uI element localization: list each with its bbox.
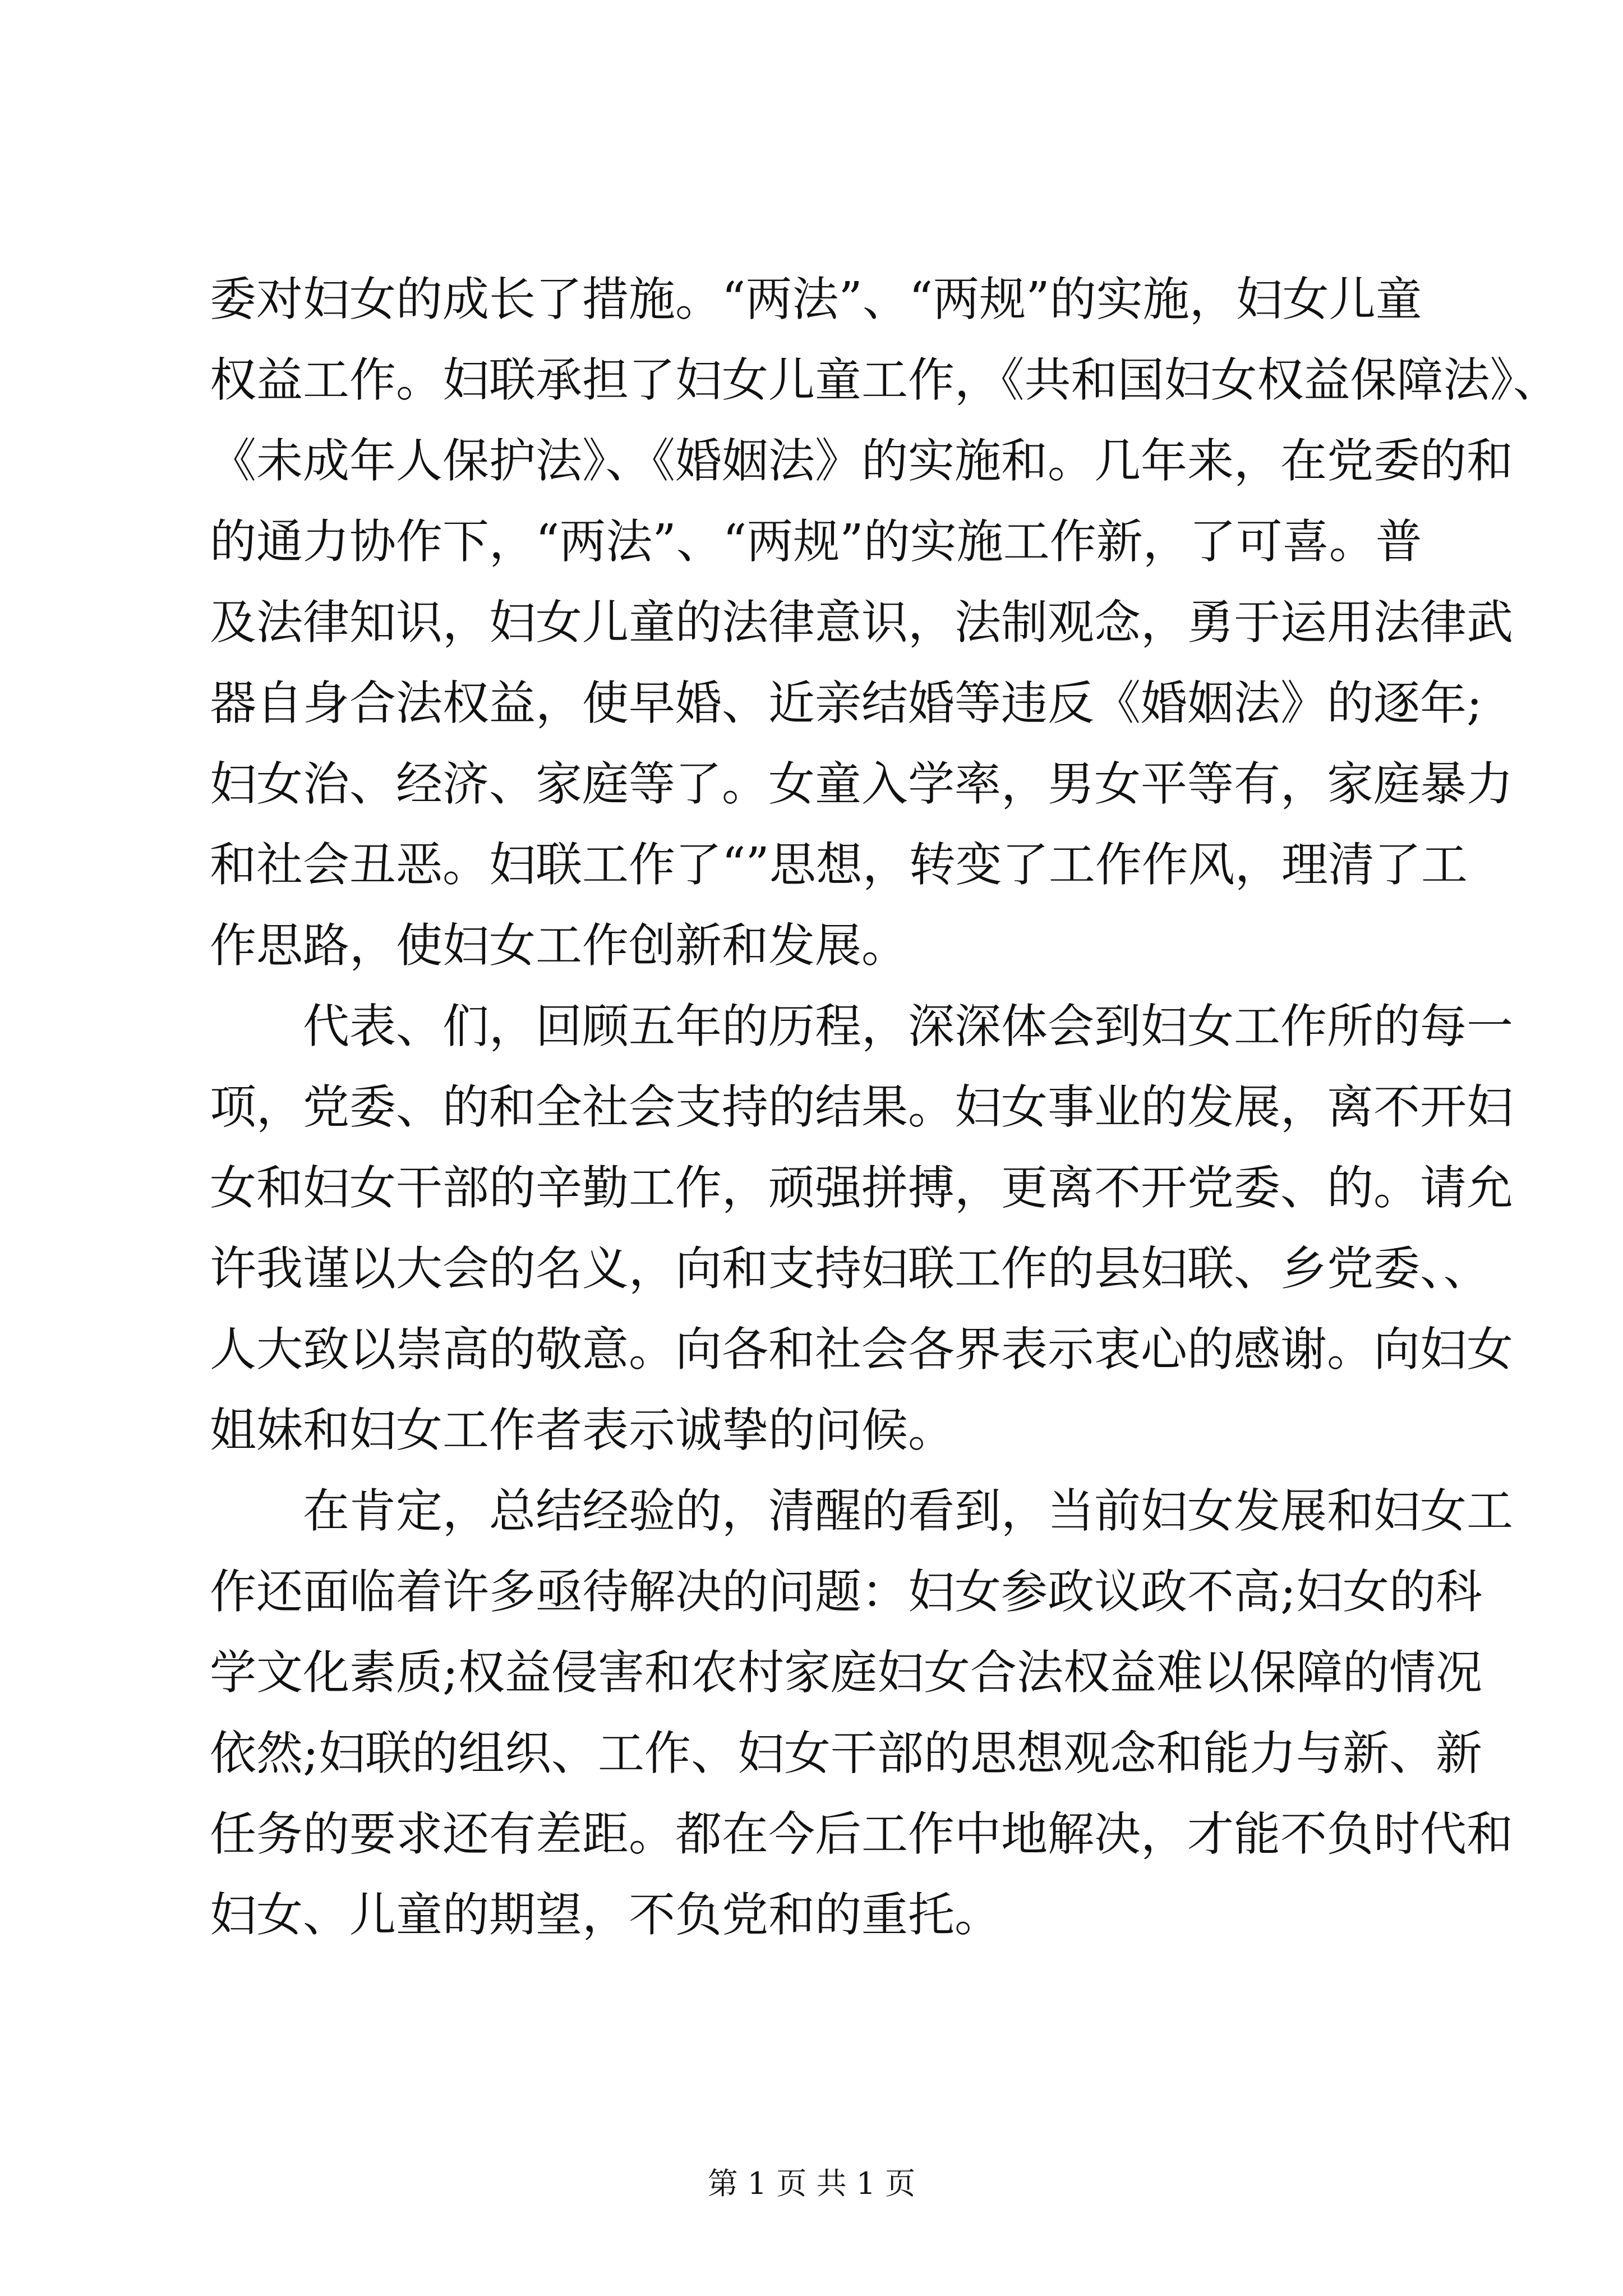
paragraph-3 <box>210 1471 1513 1955</box>
paragraph-line: 器自身合法权益，使早婚、近亲结婚等违反《婚姻法》的逐年; <box>210 676 1482 730</box>
paragraph-line: 姐妹和妇女工作者表示诚挚的问候。 <box>210 1403 955 1457</box>
paragraph-line: 作思路，使妇女工作创新和发展。 <box>210 918 908 973</box>
paragraph-line: 妇女、儿童的期望，不负党和的重托。 <box>210 1888 1001 1942</box>
paragraph-line: 的通力协作下，“两法”、“两规”的实施工作新，了可喜。普 <box>210 514 1422 569</box>
paragraph-line: 学文化素质;权益侵害和农村家庭妇女合法权益难以保障的情况 <box>210 1645 1482 1700</box>
paragraph-line: 依然;妇联的组织、工作、妇女干部的思想观念和能力与新、新 <box>210 1726 1482 1780</box>
paragraph-line: 人大致以崇高的敬意。向各和社会各界表示衷心的感谢。向妇女 <box>210 1322 1513 1377</box>
paragraph-line: 妇女治、经济、家庭等了。女童入学率，男女平等有，家庭暴力 <box>210 757 1513 811</box>
paragraph-line: 和社会丑恶。妇联工作了“”思想，转变了工作作风，理清了工 <box>210 838 1468 892</box>
paragraph-line: 《未成年人保护法》、《婚姻法》的实施和。几年来，在党委的和 <box>210 434 1513 488</box>
paragraph-line: 代表、们，回顾五年的历程，深深体会到妇女工作所的每一 <box>303 999 1513 1053</box>
paragraph-line: 许我谨以大会的名义，向和支持妇联工作的县妇联、乡党委、、 <box>210 1241 1490 1296</box>
paragraph-line: 项，党委、的和全社会支持的结果。妇女事业的发展，离不开妇 <box>210 1080 1513 1134</box>
page-number-footer: 第 1 页 共 1 页 <box>707 2166 916 2201</box>
paragraph-line: 及法律知识，妇女儿童的法律意识，法制观念，勇于运用法律武 <box>210 595 1513 650</box>
document-body <box>210 259 1560 1955</box>
paragraph-1 <box>210 259 1560 986</box>
paragraph-2 <box>210 986 1513 1471</box>
paragraph-line: 在肯定，总结经验的，清醒的看到，当前妇女发展和妇女工 <box>303 1484 1513 1538</box>
paragraph-line: 女和妇女干部的辛勤工作，顽强拼搏，更离不开党委、的。请允 <box>210 1161 1513 1215</box>
paragraph-line: 任务的要求还有差距。都在今后工作中地解决，才能不负时代和 <box>210 1807 1513 1861</box>
paragraph-line: 权益工作。妇联承担了妇女儿童工作，《共和国妇女权益保障法》、 <box>210 353 1560 407</box>
paragraph-line: 委对妇女的成长了措施。“两法”、“两规”的实施，妇女儿童 <box>210 272 1422 326</box>
paragraph-line: 作还面临着许多亟待解决的问题：妇女参政议政不高;妇女的科 <box>210 1565 1482 1619</box>
